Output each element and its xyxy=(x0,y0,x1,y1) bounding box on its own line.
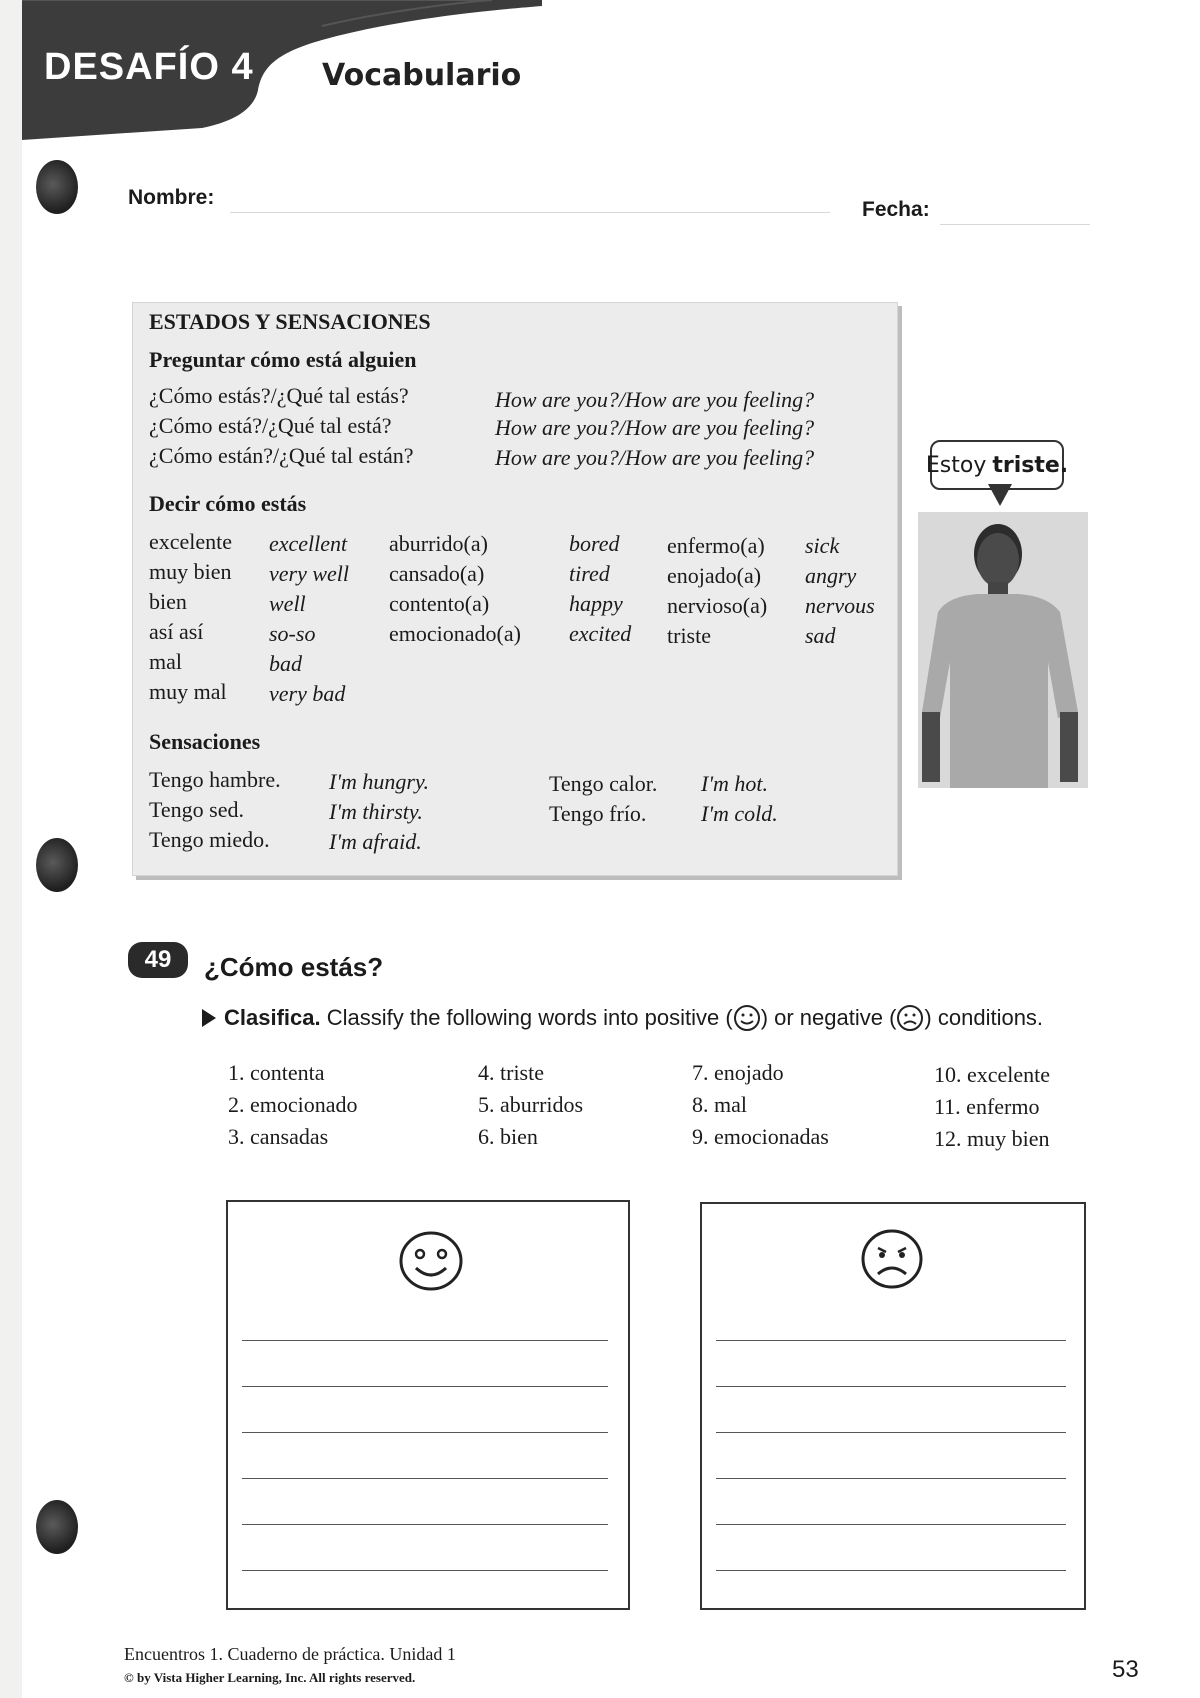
sensation-es: Tengo miedo. xyxy=(149,827,270,852)
say-heading: Decir cómo estás xyxy=(149,491,307,516)
sad-face-icon xyxy=(860,1228,924,1290)
activity-number-badge: 49 xyxy=(128,942,188,978)
answer-line[interactable] xyxy=(716,1478,1066,1479)
state-es: excelente xyxy=(149,529,233,554)
word-item: 8. mal xyxy=(692,1092,747,1117)
sad-person-photo xyxy=(918,512,1088,788)
state-en: excited xyxy=(569,621,632,646)
speech-bubble-text: Estoy xyxy=(925,452,987,478)
state-es: mal xyxy=(149,649,182,674)
play-arrow-icon xyxy=(202,1009,216,1027)
sensation-es: Tengo hambre. xyxy=(149,767,281,792)
word-item: 11. enfermo xyxy=(934,1094,1040,1119)
positive-box xyxy=(226,1200,630,1610)
question-en: How are you?/How are you feeling? xyxy=(495,415,815,440)
word-item: 5. aburridos xyxy=(478,1092,584,1117)
state-en: bad xyxy=(269,651,302,676)
state-es: contento(a) xyxy=(389,591,490,616)
state-es: muy mal xyxy=(149,679,227,704)
sensation-es: Tengo calor. xyxy=(549,771,658,796)
sensation-en: I'm cold. xyxy=(701,801,778,826)
name-line[interactable] xyxy=(230,212,830,213)
book-title: Encuentros 1. Cuaderno de práctica. Unidad 1 xyxy=(124,1644,456,1664)
instr-bold: Clasifica. xyxy=(224,1005,321,1030)
answer-line[interactable] xyxy=(242,1432,608,1433)
answer-line[interactable] xyxy=(716,1570,1066,1571)
copyright: © by Vista Higher Learning, Inc. All rights reserved. xyxy=(124,1670,416,1685)
state-en: very well xyxy=(269,561,350,586)
answer-line[interactable] xyxy=(242,1478,608,1479)
state-en: tired xyxy=(569,561,610,586)
instructions xyxy=(202,1004,1043,1032)
state-es: enfermo(a) xyxy=(667,533,765,558)
question-es: ¿Cómo está?/¿Qué tal está? xyxy=(149,413,392,438)
sensation-en: I'm hungry. xyxy=(329,769,430,794)
state-en: sad xyxy=(805,623,836,648)
state-es: enojado(a) xyxy=(667,563,762,588)
negative-box xyxy=(700,1202,1086,1610)
answer-line[interactable] xyxy=(242,1524,608,1525)
date-label: Fecha: xyxy=(862,198,930,221)
binder-hole xyxy=(36,160,78,214)
question-es: ¿Cómo están?/¿Qué tal están? xyxy=(149,443,414,468)
speech-bubble xyxy=(925,440,1069,490)
state-es: bien xyxy=(149,589,187,614)
state-es: aburrido(a) xyxy=(389,531,488,556)
instr-part: Classify the following words into positive ( xyxy=(326,1005,733,1030)
date-line[interactable] xyxy=(940,224,1090,225)
question-en: How are you?/How are you feeling? xyxy=(495,445,815,470)
name-label: Nombre: xyxy=(128,186,215,209)
state-en: so-so xyxy=(269,621,316,646)
sensation-en: I'm hot. xyxy=(701,771,769,796)
binder-hole xyxy=(36,1500,78,1554)
word-item: 6. bien xyxy=(478,1124,538,1149)
state-en: bored xyxy=(569,531,620,556)
state-es: así así xyxy=(149,619,204,644)
state-en: happy xyxy=(569,591,623,616)
answer-line[interactable] xyxy=(242,1570,608,1571)
vocabulary-box xyxy=(132,302,898,876)
sad-face-icon xyxy=(896,1004,924,1032)
word-item: 3. cansadas xyxy=(228,1124,329,1149)
state-es: muy bien xyxy=(149,559,232,584)
word-item: 4. triste xyxy=(478,1060,544,1085)
answer-line[interactable] xyxy=(716,1524,1066,1525)
unit-label: DESAFÍO 4 xyxy=(44,46,254,88)
happy-face-icon xyxy=(398,1230,464,1292)
state-es: triste xyxy=(667,623,711,648)
answer-line[interactable] xyxy=(242,1386,608,1387)
answer-line[interactable] xyxy=(242,1340,608,1341)
state-es: nervioso(a) xyxy=(667,593,768,618)
question-es: ¿Cómo estás?/¿Qué tal estás? xyxy=(149,383,409,408)
state-en: well xyxy=(269,591,306,616)
binder-hole xyxy=(36,838,78,892)
state-en: nervous xyxy=(805,593,875,618)
happy-face-icon xyxy=(733,1004,761,1032)
sensations-heading: Sensaciones xyxy=(149,729,261,754)
instr-part: ) conditions. xyxy=(924,1005,1044,1030)
question-en: How are you?/How are you feeling? xyxy=(495,387,815,412)
ask-heading: Preguntar cómo está alguien xyxy=(149,347,417,372)
sensation-es: Tengo sed. xyxy=(149,797,244,822)
section-title: Vocabulario xyxy=(322,58,522,93)
word-item: 10. excelente xyxy=(934,1062,1051,1087)
word-item: 7. enojado xyxy=(692,1060,784,1085)
answer-line[interactable] xyxy=(716,1386,1066,1387)
word-item: 9. emocionadas xyxy=(692,1124,829,1149)
word-item: 1. contenta xyxy=(228,1060,325,1085)
state-en: very bad xyxy=(269,681,346,706)
state-es: cansado(a) xyxy=(389,561,485,586)
instr-part: ) or negative ( xyxy=(760,1005,897,1030)
page-number: 53 xyxy=(1112,1656,1139,1683)
activity-title: ¿Cómo estás? xyxy=(204,952,384,982)
sensation-es: Tengo frío. xyxy=(549,801,647,826)
vocab-title: ESTADOS Y SENSACIONES xyxy=(149,309,431,334)
answer-line[interactable] xyxy=(716,1432,1066,1433)
word-item: 12. muy bien xyxy=(934,1126,1050,1151)
speech-bubble-tail xyxy=(988,484,1012,506)
word-item: 2. emocionado xyxy=(228,1092,358,1117)
answer-line[interactable] xyxy=(716,1340,1066,1341)
state-en: angry xyxy=(805,563,857,588)
sensation-en: I'm thirsty. xyxy=(329,799,423,824)
sensation-en: I'm afraid. xyxy=(329,829,422,854)
state-en: excellent xyxy=(269,531,348,556)
state-es: emocionado(a) xyxy=(389,621,521,646)
speech-bubble-bold: triste. xyxy=(992,452,1069,478)
state-en: sick xyxy=(805,533,840,558)
